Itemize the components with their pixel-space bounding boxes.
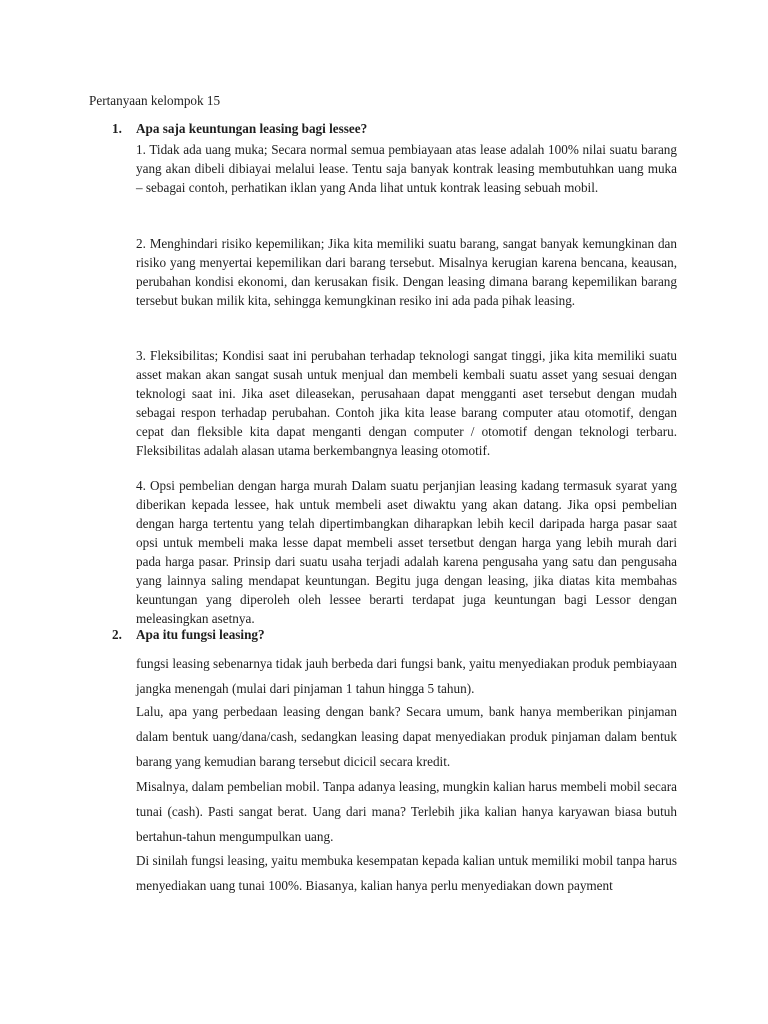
question-2-text: Apa itu fungsi leasing?: [136, 627, 265, 642]
answer-2-paragraph-1: fungsi leasing sebenarnya tidak jauh berbeda dari fungsi bank, yaitu menyediakan produk pembiayaan jangka menengah (mulai dari pinjaman 1 tahun hingga 5 tahun).: [136, 656, 677, 696]
question-1-number: 1.: [112, 121, 122, 136]
question-2-number: 2.: [112, 627, 122, 642]
answer-1-paragraph-3: 3. Fleksibilitas; Kondisi saat ini perubahan terhadap teknologi sangat tinggi, jika kita memiliki suatu asset makan akan sangat susah untuk menjual dan membeli kembali suatu asset yang sesuai dengan teknologi saat ini. Jika aset dileasekan, perusahaan dapat mengganti aset tersebut dengan mudah sebagai respon terhadap perubahan. Contoh jika kita lease barang computer atau otomotif, dengan cepat dan fleksible kita dapat menganti dengan computer / otomotif dengan teknologi terbaru. Fleksibilitas adalah alasan utama berkembangnya leasing otomotif.: [136, 348, 677, 458]
answer-2-paragraph-4: Di sinilah fungsi leasing, yaitu membuka kesempatan kepada kalian untuk memiliki mobil tanpa harus menyediakan uang tunai 100%. Biasanya, kalian hanya perlu menyediakan down payment: [136, 853, 677, 893]
answer-1-paragraph-2: 2. Menghindari risiko kepemilikan; Jika kita memiliki suatu barang, sangat banyak kemungkinan dan risiko yang menyertai kepemilikan dari barang tersebut. Misalnya kerugian karena bencana, keausan, perubahan kondisi ekonomi, dan kerusakan fisik. Dengan leasing dimana barang kepemilikan barang tersebut bukan milik kita, sehingga kemungkinan resiko ini ada pada pihak leasing.: [136, 236, 677, 308]
question-1-heading: [112, 120, 367, 138]
answer-1-paragraph-1: 1. Tidak ada uang muka; Secara normal semua pembiayaan atas lease adalah 100% nilai suatu barang yang akan dibeli dibiayai melalui lease. Tentu saja banyak kontrak leasing membutuhkan uang muka – sebagai contoh, perhatikan iklan yang Anda lihat untuk kontrak leasing sebuah mobil.: [136, 142, 677, 195]
answer-1-paragraph-4: 4. Opsi pembelian dengan harga murah Dalam suatu perjanjian leasing kadang termasuk syarat yang diberikan kepada lessee, hak untuk membeli aset diwaktu yang akan datang. Jika opsi pembelian dengan harga tertentu yang telah dipertimbangkan diharapkan lebih kecil daripada harga pasar saat opsi untuk membeli maka lesse dapat membeli asset tersetbut dengan harga yang lebih murah dari pada harga pasar. Prinsip dari suatu usaha terjadi adalah karena pengusaha yang satu dan pengusaha yang lainnya saling mendapat keuntungan. Begitu juga dengan leasing, jika diatas kita membahas keuntungan yang diperoleh oleh lessee berarti terdapat juga keuntungan bagi Lessor dengan meleasingkan asetnya.: [136, 478, 677, 626]
answer-2-paragraph-2: Lalu, apa yang perbedaan leasing dengan bank? Secara umum, bank hanya memberikan pinjaman dalam bentuk uang/dana/cash, sedangkan leasing dapat menyediakan produk pinjaman dalam bentuk barang yang kemudian barang tersebut dicicil secara kredit.: [136, 704, 677, 769]
answer-2-paragraph-3: Misalnya, dalam pembelian mobil. Tanpa adanya leasing, mungkin kalian harus membeli mobil secara tunai (cash). Pasti sangat berat. Uang dari mana? Terlebih jika kalian hanya karyawan biasa butuh bertahun-tahun mengumpulkan uang.: [136, 779, 677, 844]
document-title: Pertanyaan kelompok 15: [89, 93, 221, 108]
question-1-text: Apa saja keuntungan leasing bagi lessee?: [136, 121, 368, 136]
question-2-heading: [112, 626, 265, 644]
